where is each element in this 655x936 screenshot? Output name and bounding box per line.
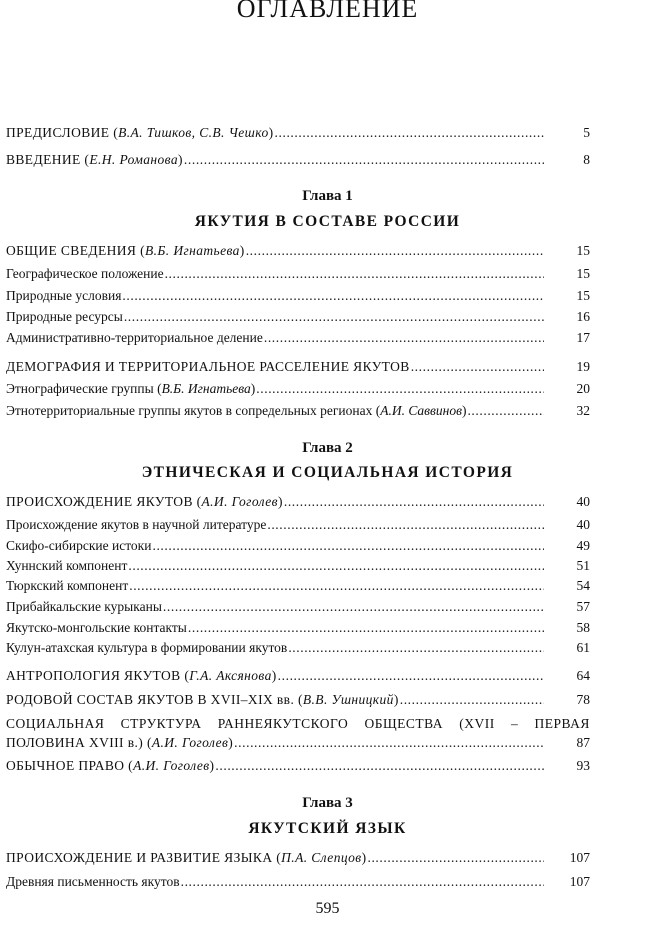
toc-entry-ethnoterritorial-groups[interactable]: Этнотерриториальные группы якутов в сопредельных регионах (А.И. Саввинов) ..... 32 (6, 403, 590, 419)
entry-page: 40 (576, 494, 590, 509)
leader-dots (275, 125, 544, 141)
entry-page: 61 (576, 640, 590, 655)
entry-page: 107 (569, 874, 590, 889)
toc-entry-natural-resources[interactable] (6, 309, 590, 325)
toc-entry-turkic[interactable] (6, 578, 590, 594)
entry-title: Тюркский компонент (6, 578, 129, 593)
entry-author: Г.А. Аксянова (189, 668, 272, 683)
entry-page: 78 (576, 692, 590, 707)
toc-entry-mongol-contacts[interactable] (6, 620, 590, 636)
toc-entry-clan-composition[interactable]: РОДОВОЙ СОСТАВ ЯКУТОВ В XVII–XIX вв. (В.В. Ушницкий) ..... 78 (6, 692, 590, 708)
leader-dots (122, 288, 544, 304)
entry-title: АНТРОПОЛОГИЯ ЯКУТОВ (6, 668, 181, 683)
leader-dots (188, 620, 544, 636)
entry-page: 5 (583, 125, 590, 140)
entry-author: В.Б. Игнатьева (144, 243, 240, 258)
leader-dots (234, 735, 544, 751)
leader-dots (124, 309, 544, 325)
leader-dots (215, 758, 544, 774)
chapter-1-label: Глава 1 (302, 188, 353, 204)
leader-dots (181, 874, 544, 890)
entry-page: 15 (576, 288, 590, 303)
entry-page: 15 (576, 243, 590, 258)
entry-title: Происхождение якутов в научной литературе (6, 517, 267, 532)
entry-title: Природные условия (6, 288, 122, 303)
leader-dots (129, 578, 544, 594)
entry-author: В.Б. Игнатьева (161, 381, 251, 396)
entry-title: Скифо-сибирские истоки (6, 538, 152, 553)
toc-entry-kulun-atakh[interactable] (6, 640, 590, 656)
toc-entry-hunnic[interactable] (6, 558, 590, 574)
toc-entry-general-info[interactable]: ОБЩИЕ СВЕДЕНИЯ (В.Б. Игнатьева) ..... 15 (6, 243, 590, 259)
toc-entry-preface[interactable]: ПРЕДИСЛОВИЕ (В.А. Тишков, С.В. Чешко) ..... 5 (6, 125, 590, 141)
toc-entry-ethnographic-groups[interactable]: Этнографические группы (В.Б. Игнатьева) ..... 20 (6, 381, 590, 397)
entry-page: 20 (576, 381, 590, 396)
chapter-1-title: ЯКУТИЯ В СОСТАВЕ РОССИИ (194, 213, 461, 230)
toc-entry-origin[interactable]: ПРОИСХОЖДЕНИЕ ЯКУТОВ (А.И. Гоголев) ..... 40 (6, 494, 590, 510)
leader-dots (246, 243, 544, 259)
entry-page: 8 (583, 152, 590, 167)
entry-author: А.И. Саввинов (380, 403, 462, 418)
leader-dots (128, 558, 544, 574)
entry-title-line1: СОЦИАЛЬНАЯ СТРУКТУРА РАННЕЯКУТСКОГО ОБЩЕСТВА (XVII – ПЕРВАЯ (6, 716, 590, 731)
leader-dots (184, 152, 544, 168)
leader-dots (264, 330, 544, 346)
toc-entry-introduction[interactable]: ВВЕДЕНИЕ (Е.Н. Романова) ..... 8 (6, 152, 590, 168)
entry-page: 16 (576, 309, 590, 324)
leader-dots (467, 403, 544, 419)
chapter-2-label: Глава 2 (302, 440, 353, 456)
toc-entry-demography[interactable] (6, 359, 590, 375)
entry-page: 107 (569, 850, 590, 865)
toc-entry-origin-literature[interactable] (6, 517, 590, 533)
entry-title: Хуннский компонент (6, 558, 128, 573)
entry-page: 93 (576, 758, 590, 773)
toc-entry-customary-law[interactable]: ОБЫЧНОЕ ПРАВО (А.И. Гоголев) ..... 93 (6, 758, 590, 774)
toc-entry-geo-position[interactable] (6, 266, 590, 282)
entry-page: 87 (576, 735, 590, 750)
entry-author: П.А. Слепцов (281, 850, 362, 865)
entry-title: РОДОВОЙ СОСТАВ ЯКУТОВ В XVII–XIX вв. (6, 692, 295, 707)
entry-author: А.И. Гоголев (151, 735, 229, 750)
entry-title: Географическое положение (6, 266, 164, 281)
entry-author: Е.Н. Романова (89, 152, 178, 167)
leader-dots (278, 668, 544, 684)
entry-title: ОБЫЧНОЕ ПРАВО (6, 758, 125, 773)
chapter-3-title: ЯКУТСКИЙ ЯЗЫК (248, 820, 407, 837)
entry-title: ДЕМОГРАФИЯ И ТЕРРИТОРИАЛЬНОЕ РАССЕЛЕНИЕ ЯКУТОВ (6, 359, 410, 374)
entry-author: А.И. Гоголев (201, 494, 278, 509)
entry-page: 54 (576, 578, 590, 593)
leader-dots (284, 494, 544, 510)
leader-dots (367, 850, 544, 866)
entry-title: Этнографические группы (6, 381, 154, 396)
toc-entry-social-structure[interactable] (6, 714, 590, 733)
entry-page: 32 (576, 403, 590, 418)
entry-title: Этнотерриториальные группы якутов в сопредельных регионах (6, 403, 373, 418)
chapter-3-label: Глава 3 (302, 795, 353, 811)
toc-entry-scythian[interactable] (6, 538, 590, 554)
entry-page: 58 (576, 620, 590, 635)
entry-page: 51 (576, 558, 590, 573)
entry-title: ПРЕДИСЛОВИЕ (6, 125, 110, 140)
leader-dots (267, 517, 544, 533)
entry-title: ВВЕДЕНИЕ (6, 152, 81, 167)
entry-page: 57 (576, 599, 590, 614)
leader-dots (165, 266, 544, 282)
page-number: 595 (315, 900, 340, 917)
entry-title: Якутско-монгольские контакты (6, 620, 187, 635)
entry-title: ПРОИСХОЖДЕНИЕ ЯКУТОВ (6, 494, 193, 509)
leader-dots (163, 599, 544, 615)
toc-entry-anthropology[interactable]: АНТРОПОЛОГИЯ ЯКУТОВ (Г.А. Аксянова) ..... 64 (6, 668, 590, 684)
page-title: ОГЛАВЛЕНИЕ (236, 0, 419, 23)
leader-dots (152, 538, 544, 554)
toc-entry-kurykans[interactable] (6, 599, 590, 615)
entry-page: 49 (576, 538, 590, 553)
toc-entry-admin-division[interactable] (6, 330, 590, 346)
entry-author: А.И. Гоголев (133, 758, 210, 773)
entry-page: 64 (576, 668, 590, 683)
leader-dots (411, 359, 544, 375)
entry-page: 40 (576, 517, 590, 532)
toc-entry-ancient-script[interactable] (6, 874, 590, 890)
chapter-2-title: ЭТНИЧЕСКАЯ И СОЦИАЛЬНАЯ ИСТОРИЯ (141, 464, 514, 481)
toc-entry-language-origin[interactable]: ПРОИСХОЖДЕНИЕ И РАЗВИТИЕ ЯЗЫКА (П.А. Слепцов) ..... 107 (6, 850, 590, 866)
entry-page: 15 (576, 266, 590, 281)
entry-page: 17 (576, 330, 590, 345)
entry-title: ПОЛОВИНА XVIII в.) (6, 735, 144, 750)
entry-title: Прибайкальские курыканы (6, 599, 162, 614)
entry-title: Кулун-атахская культура в формировании якутов (6, 640, 288, 655)
entry-author: В.В. Ушницкий (302, 692, 394, 707)
entry-author: В.А. Тишков, С.В. Чешко (118, 125, 269, 140)
leader-dots (400, 692, 544, 708)
leader-dots (288, 640, 544, 656)
leader-dots (256, 381, 544, 397)
entry-title: Природные ресурсы (6, 309, 123, 324)
entry-page: 19 (576, 359, 590, 374)
toc-entry-natural-conditions[interactable] (6, 288, 590, 304)
entry-title: Административно-территориальное деление (6, 330, 263, 345)
toc-entry-social-structure-line2[interactable]: ПОЛОВИНА XVIII в.) (А.И. Гоголев) ..... 87 (6, 735, 590, 751)
entry-title: Древняя письменность якутов (6, 874, 180, 889)
entry-title: ОБЩИЕ СВЕДЕНИЯ (6, 243, 137, 258)
entry-title: ПРОИСХОЖДЕНИЕ И РАЗВИТИЕ ЯЗЫКА (6, 850, 273, 865)
